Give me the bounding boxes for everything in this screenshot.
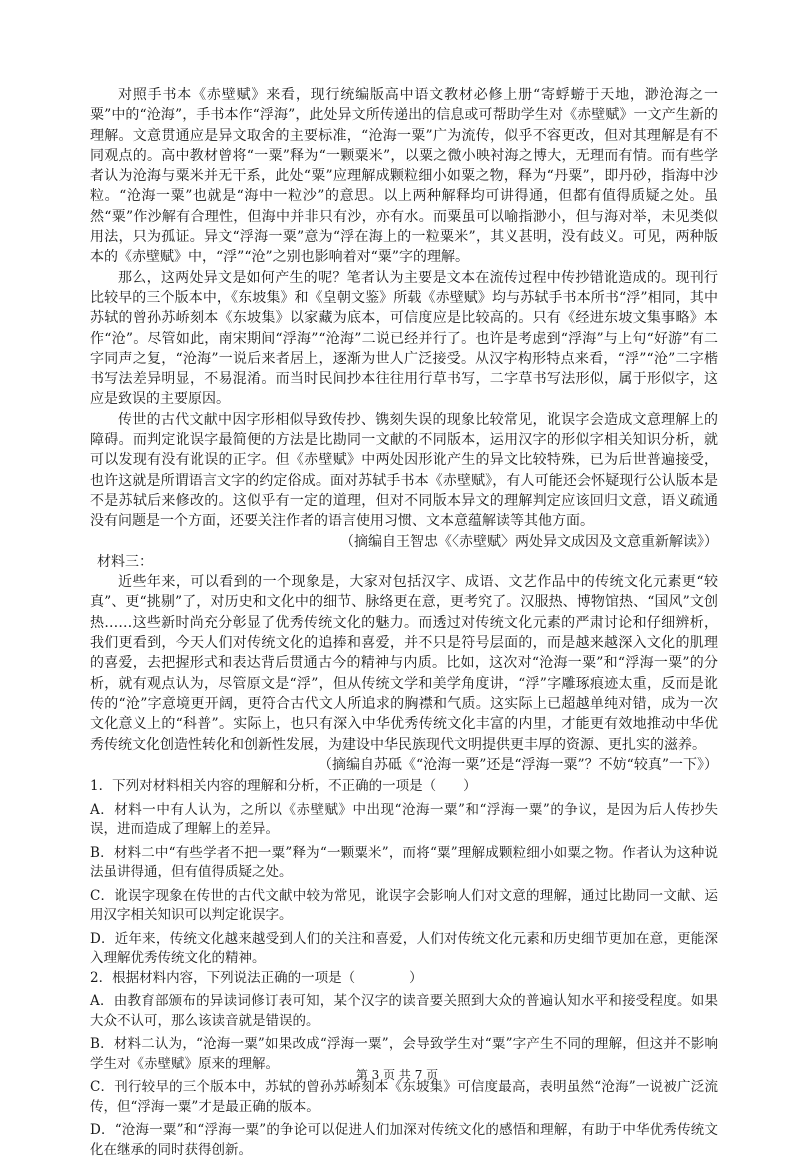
exam-page [90, 85, 718, 1160]
material2-paragraph-2: 那么，这两处异文是如何产生的呢？笔者认为主要是文本在流传过程中传抄错讹造成的。现刊行比较早的三个版本中，《东坡集》和《皇朝文鉴》所载《赤壁赋》均与苏轼手书本所书“浮”相同，其中苏轼的曾孙苏峤刻本《东坡集》以家藏为底本，可信度应是比较高的。只有《经进东坡文集事略》本作“沧”。尽管如此，南宋期间“浮海”“沧海”二说已经并行了。也许是考虑到“浮海”与上句“好游”有二字同声之复，“沧海”一说后来者居上，逐渐为世人广泛接受。从汉字构形特点来看，“浮”“沧”二字楷书写法差异明显，不易混淆。而当时民间抄本往往用行草书写，二字草书写法形似，属于形似字，这应是致误的主要原因。 [90, 269, 718, 408]
material2-paragraph-1: 对照手书本《赤壁赋》来看，现行统编版高中语文教材必修上册“寄蜉蝣于天地，渺沧海之一粟”中的“沧海”，手书本作“浮海”，此处异文所传递出的信息或可帮助学生对《赤壁赋》一文产生新的理解。文意贯通应是异文取舍的主要标准，“沧海一粟”广为流传，似乎不容更改，但对其理解是有不同观点的。高中教材曾将“一粟”释为“一颗粟米”，以粟之微小映衬海之博大，无理而有情。而有些学者认为沧海与粟米并无干系，此处“粟”应理解成颗粒细小如粟之物，释为“丹粟”，即丹砂，指海中沙粒。“沧海一粟”也就是“海中一粒沙”的意思。以上两种解释均可讲得通，但都有值得质疑之处。虽然“粟”作沙解有合理性，但海中并非只有沙，亦有水。而粟虽可以喻指渺小，但与海对举，未见类似用法，只为孤证。异文“浮海一粟”意为“浮在海上的一粒粟米”，其义甚明，没有歧义。可见，两种版本的《赤壁赋》中，“浮”“沧”之别也影响着对“粟”字的理解。 [90, 87, 718, 266]
question-1-option-c: C．讹误字现象在传世的古代文献中较为常见，讹误字会影响人们对文意的理解，通过比勘同一文献、运用汉字相关知识可以判定讹误字。 [90, 887, 718, 924]
material3-heading: 材料三： [97, 553, 153, 570]
material3-paragraph-1: 近些年来，可以看到的一个现象是，大家对包括汉字、成语、文艺作品中的传统文化元素更“较真”、更“挑剔”了，对历史和文化中的细节、脉络更在意，更考究了。汉服热、博物馆热、“国风”文创热……这些新时尚充分彰显了优秀传统文化的魅力。而透过对传统文化元素的严肃讨论和仔细辨析，我们更看到，今天人们对传统文化的追捧和喜爱，并不只是符号层面的，而是越来越深入文化的肌理的喜爱，去把握形式和表达背后贯通古今的精神与内质。比如，这次对“沧海一粟”和“浮海一粟”的分析，就有观点认为，尽管原文是“浮”，但从传统文学和美学角度讲，“浮”字雕琢痕迹太重，反而是讹传的“沧”字意境更开阔，更符合古代文人所追求的胸襟和气质。这实际上已超越单纯对错，成为一次文化意义上的“科普”。实际上，也只有深入中华优秀传统文化丰富的内里，才能更有效地推动中华优秀传统文化创造性转化和创新性发展，为建设中华民族现代文明提供更丰厚的资源、更扎实的滋养。 [90, 574, 718, 753]
question-2-option-b: B．材料二认为，“沧海一粟”如果改成“浮海一粟”，会导致学生对“粟”字产生不同的理解，但这并不影响学生对《赤壁赋》原来的理解。 [90, 1036, 718, 1072]
question-2-option-c: C．刊行较早的三个版本中，苏轼的曾孙苏峤刻本《东坡集》可信度最高，表明虽然“沧海”一说被广泛流传，但“浮海一粟”才是最正确的版本。 [90, 1079, 718, 1115]
page-number-footer: 第 3 页 共 7 页 [355, 1068, 439, 1082]
material3-source: （摘编自苏砥《“沧海一粟”还是“浮海一粟”？不妨“较真”一下》） [318, 756, 718, 773]
question-2-stem: 2．根据材料内容，下列说法正确的一项是（ ） [90, 969, 423, 986]
question-1-option-d: D．近年来，传统文化越来越受到人们的关注和喜爱，人们对传统文化元素和历史细节更加在意，更能深入理解优秀传统文化的精神。 [90, 930, 718, 967]
question-2-option-d: D．“沧海一粟”和“浮海一粟”的争论可以促进人们加深对传统文化的感悟和理解，有助于中华优秀传统文化在继承的同时获得创新。 [90, 1122, 718, 1158]
question-1-option-a: A．材料一中有人认为，之所以《赤壁赋》中出现“沧海一粟”和“浮海一粟”的争议，是因为后人传抄失误，进而造成了理解上的差异。 [90, 801, 718, 838]
question-2-option-a: A．由教育部颁布的异读词修订表可知，某个汉字的读音要关照到大众的普遍认知水平和接受程度。如果大众不认可，那么该读音就是错误的。 [90, 993, 718, 1029]
material2-paragraph-3: 传世的古代文献中因字形相似导致传抄、镌刻失误的现象比较常见，讹误字会造成文意理解上的障碍。而判定讹误字最简便的方法是比勘同一文献的不同版本，运用汉字的形似字相关知识分析，就可以发现有没有讹误的正字。但《赤壁赋》中两处因形讹产生的异文比较特殊，已为后世普遍接受，也许这就是所谓语言文字的约定俗成。面对苏轼手书本《赤壁赋》，有人可能还会怀疑现行公认版本是不是苏轼后来修改的。这似乎有一定的道理，但对不同版本异文的理解判定应该回归文意，语义疏通没有问题是一个方面，还要关注作者的语言使用习惯、文本意蕴解读等其他方面。 [90, 411, 718, 530]
question-1-option-b: B．材料二中“有些学者不把一粟”释为“一颗粟米”，而将“粟”理解成颗粒细小如粟之物。作者认为这种说法虽讲得通，但有值得质疑之处。 [90, 844, 718, 881]
question-1-stem: 1．下列对材料相关内容的理解和分析，不正确的一项是（ ） [90, 778, 477, 795]
material2-source: （摘编自王智忠《〈赤壁赋〉两处异文成因及文意重新解读》） [340, 533, 718, 550]
